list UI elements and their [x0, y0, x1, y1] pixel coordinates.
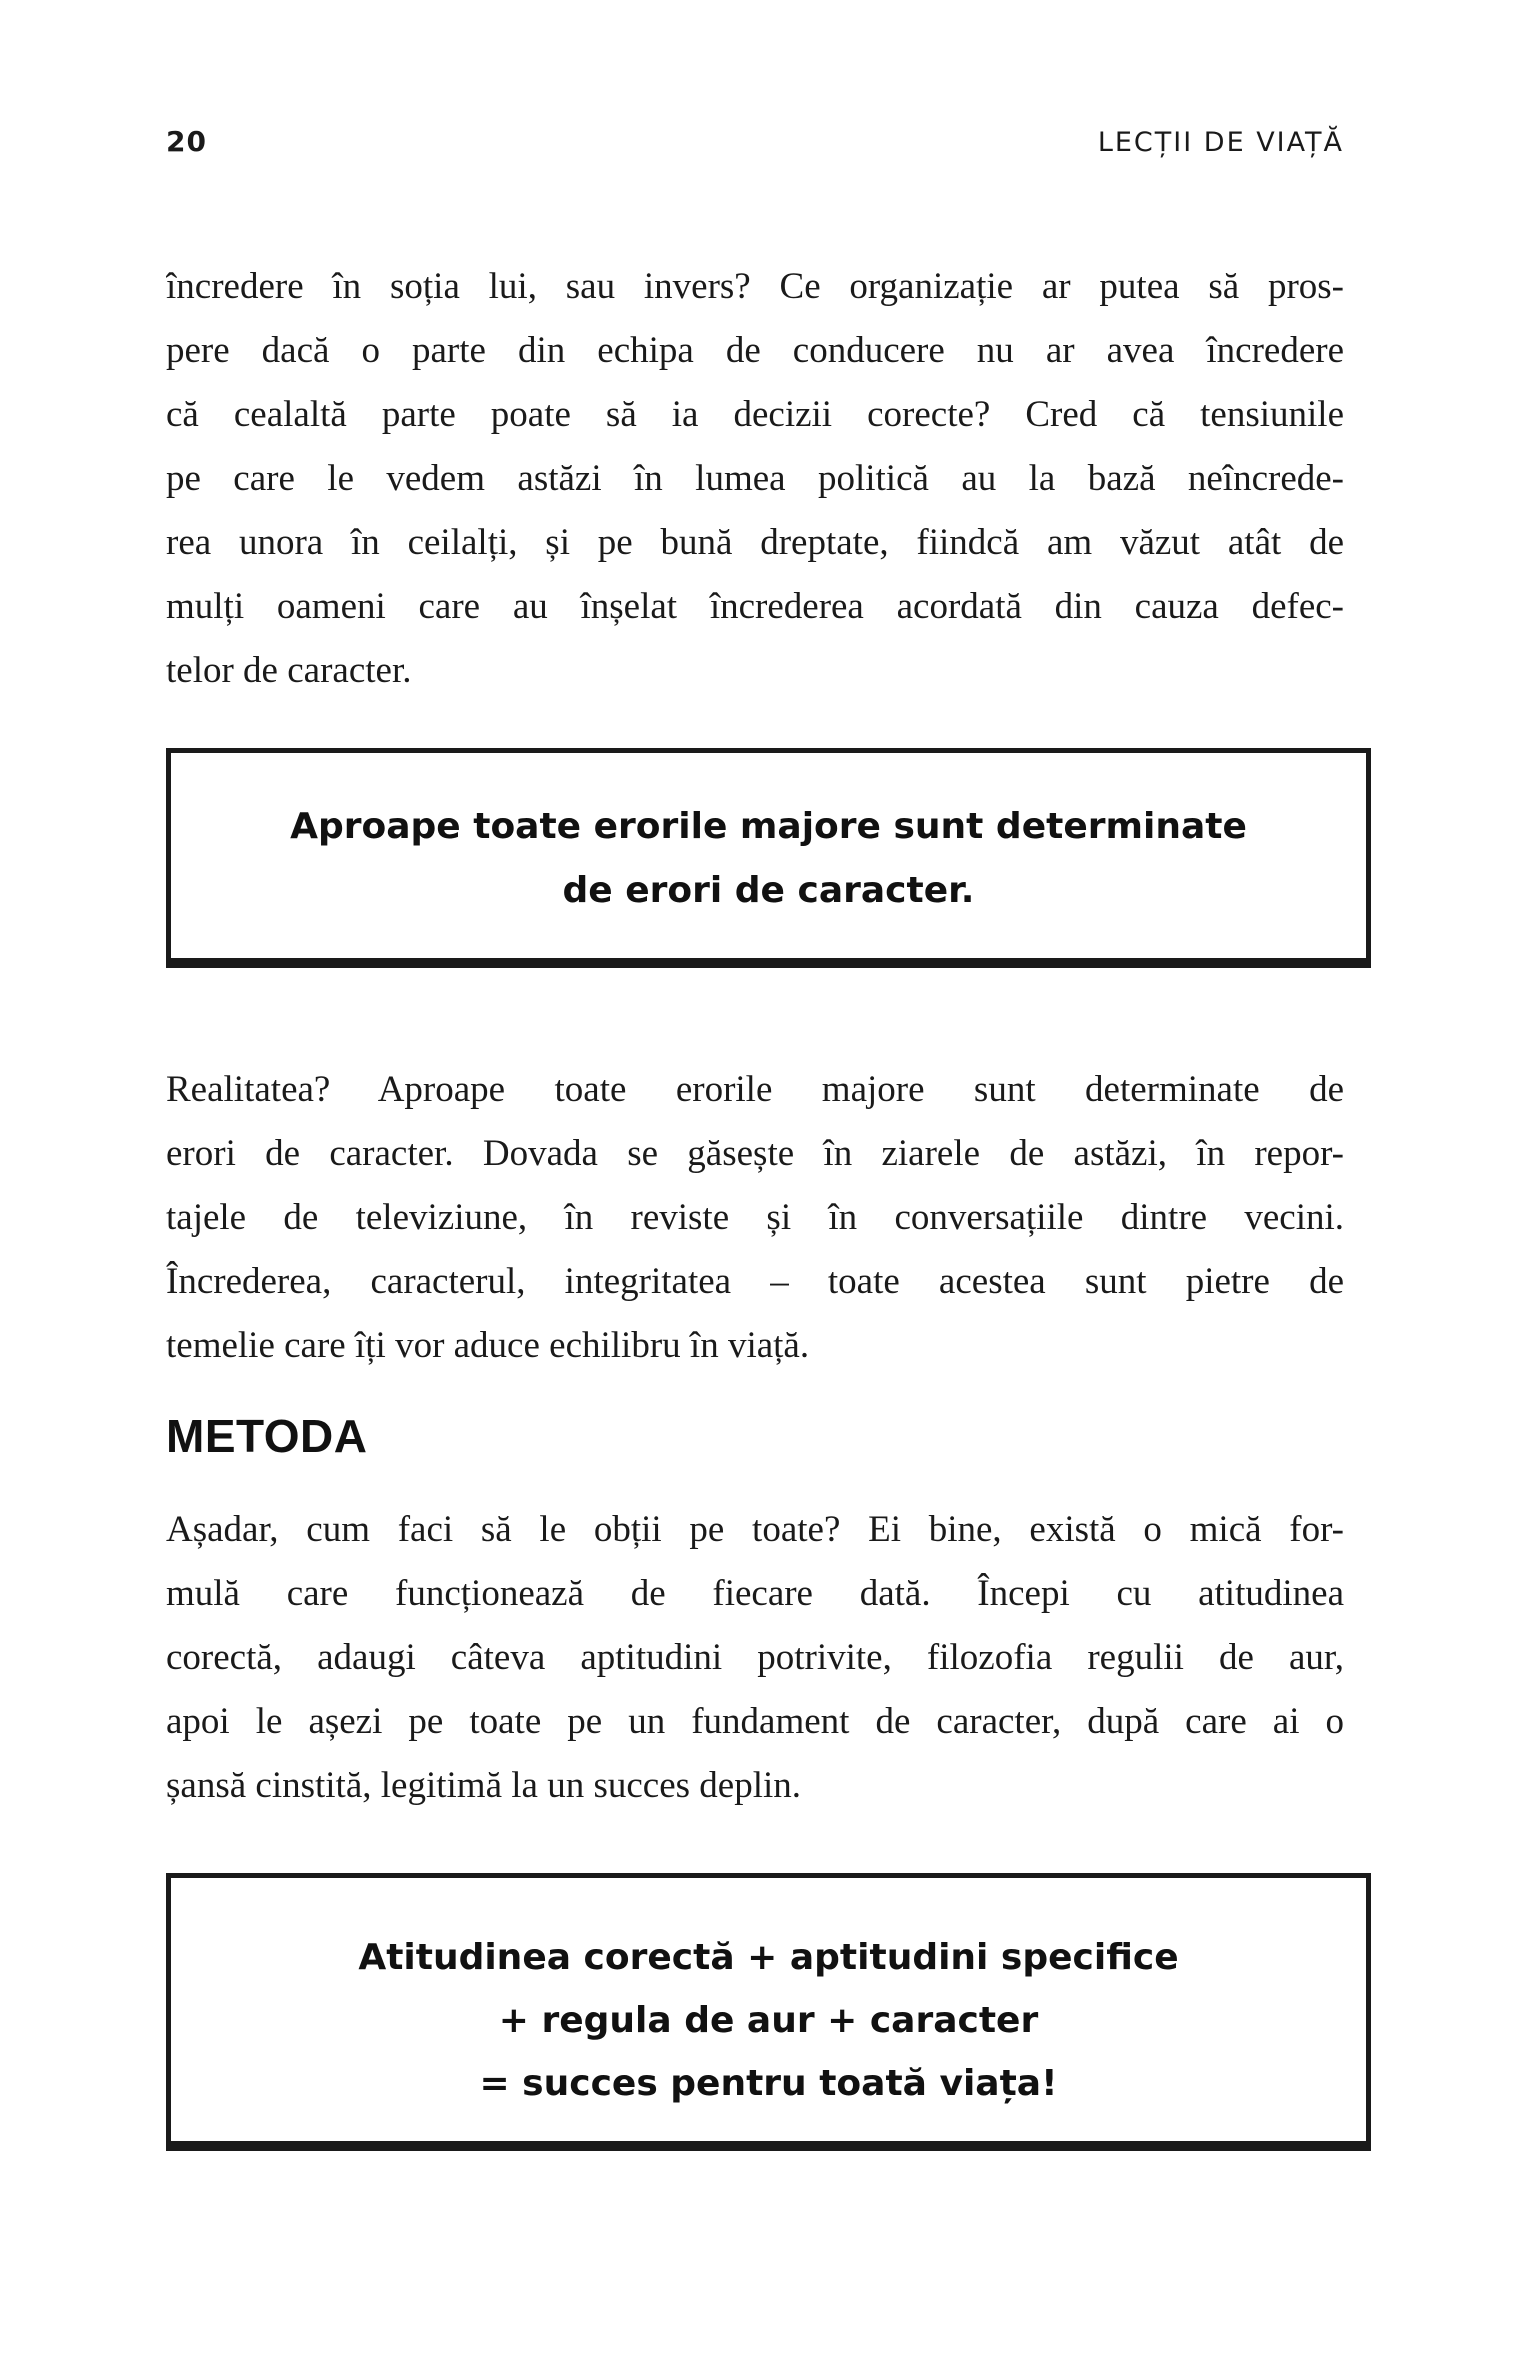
text-line: șansă cinstită, legitimă la un succes deplin.: [166, 1765, 801, 1806]
text-line: rea unora în ceilalți, și pe bună dreptate, fiindcă am văzut atât de: [166, 522, 1344, 563]
text-line: mulți oameni care au înșelat încrederea acordată din cauza defec-: [166, 586, 1344, 627]
text-line: tajele de televiziune, în reviste și în conversațiile dintre vecini.: [166, 1197, 1344, 1238]
text-line: că cealaltă parte poate să ia decizii corecte? Cred că tensiunile: [166, 394, 1344, 435]
text-line: pe care le vedem astăzi în lumea politică au la bază neîncrede-: [166, 458, 1344, 499]
text-line: erori de caracter. Dovada se găsește în ziarele de astăzi, în repor-: [166, 1133, 1344, 1174]
paragraph-2: [166, 1058, 1344, 1378]
text-line: încredere în soția lui, sau invers? Ce organizație ar putea să pros-: [166, 266, 1344, 307]
text-line: pere dacă o parte din echipa de conducere nu ar avea încredere: [166, 330, 1344, 371]
text-line: apoi le așezi pe toate pe un fundament de caracter, după care ai o: [166, 1701, 1344, 1742]
section-heading-metoda: METODA: [166, 1410, 368, 1462]
page-header: [166, 125, 1344, 157]
text-line: telor de caracter.: [166, 650, 412, 691]
page-number: 20: [166, 125, 207, 158]
callout-box-errors: [166, 748, 1371, 968]
text-line: temelie care îți vor aduce echilibru în viață.: [166, 1325, 810, 1366]
callout-line: + regula de aur + caracter: [498, 2000, 1039, 2041]
callout-line: de erori de caracter.: [562, 870, 975, 911]
callout-line: = succes pentru toată viața!: [479, 2063, 1058, 2104]
callout-line: Aproape toate erorile majore sunt determinate: [290, 806, 1247, 847]
text-line: corectă, adaugi câteva aptitudini potrivite, filozofia regulii de aur,: [166, 1637, 1344, 1678]
text-line: Așadar, cum faci să le obții pe toate? Ei bine, există o mică for-: [166, 1509, 1344, 1550]
callout-box-formula: [166, 1873, 1371, 2151]
text-line: Încrederea, caracterul, integritatea – toate acestea sunt pietre de: [166, 1261, 1344, 1302]
callout-line: Atitudinea corectă + aptitudini specifice: [358, 1937, 1179, 1978]
paragraph-3: [166, 1498, 1344, 1818]
text-line: mulă care funcționează de fiecare dată. Începi cu atitudinea: [166, 1573, 1344, 1614]
paragraph-1: [166, 255, 1344, 703]
running-title: LECȚII DE VIAȚĂ: [1097, 127, 1344, 158]
text-line: Realitatea? Aproape toate erorile majore sunt determinate de: [166, 1069, 1344, 1110]
